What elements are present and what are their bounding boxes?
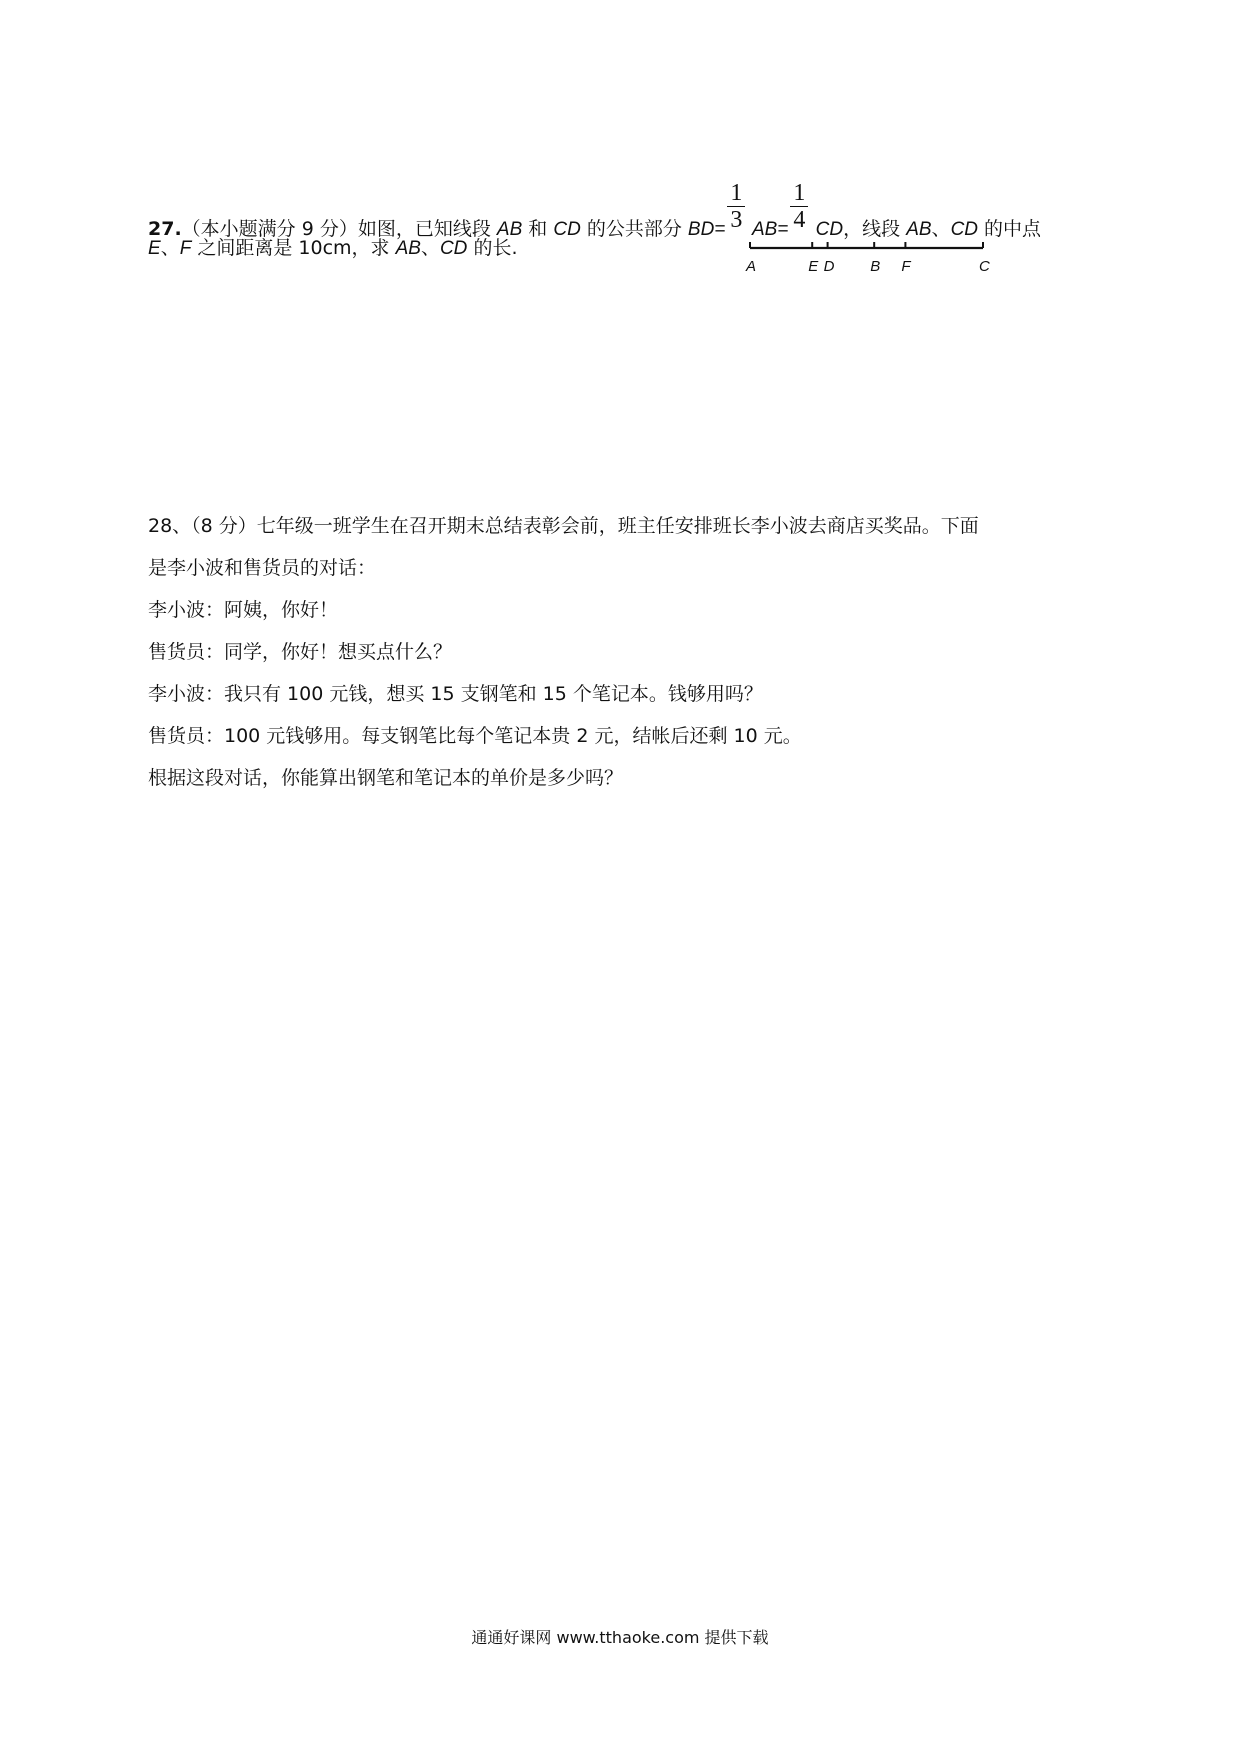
dialogue-line: 李小波：我只有 100 元钱，想买 15 支钢笔和 15 个笔记本。钱够用吗？ bbox=[148, 683, 763, 705]
segment-label: AB bbox=[395, 238, 421, 259]
segment-diagram bbox=[735, 236, 1005, 281]
question-28-line: 28、（8 分）七年级一班学生在召开期末总结表彰会前，班主任安排班长李小波去商店买奖品。下面 bbox=[148, 515, 979, 537]
fraction-numerator: 1 bbox=[790, 180, 808, 207]
segment-label: CD bbox=[950, 219, 979, 240]
footer-source: 通通好课网 www.tthaoke.com 提供下载 bbox=[471, 1628, 769, 1647]
question-28-line: 是李小波和售货员的对话： bbox=[148, 557, 377, 579]
fraction-denominator: 3 bbox=[730, 207, 743, 233]
question-text: 的公共部分 bbox=[580, 218, 688, 240]
dialogue-line: 售货员：同学，你好！想买点什么？ bbox=[148, 641, 453, 663]
point-label-b: B bbox=[870, 258, 881, 275]
question-text: （本小题满分 9 分）如图，已知线段 bbox=[181, 218, 497, 240]
question-text: 的中点 bbox=[978, 218, 1042, 240]
question-28-prompt: 根据这段对话，你能算出钢笔和笔记本的单价是多少吗？ bbox=[148, 767, 624, 789]
question-27-line-2 bbox=[148, 234, 518, 263]
point-label-f: F bbox=[901, 258, 911, 275]
question-text: 的长. bbox=[467, 237, 518, 259]
segment-label: CD bbox=[439, 238, 468, 259]
question-text: 和 bbox=[522, 218, 554, 240]
fraction-one-quarter bbox=[790, 180, 808, 233]
question-28 bbox=[148, 505, 1108, 799]
fraction-numerator: 1 bbox=[727, 180, 745, 207]
point-label-e: E bbox=[808, 258, 819, 275]
segment-label: AB= bbox=[747, 219, 789, 240]
point-label: E bbox=[148, 238, 161, 259]
segment-label: CD bbox=[553, 219, 581, 240]
fraction-denominator: 4 bbox=[793, 207, 806, 233]
separator: 、 bbox=[160, 237, 180, 259]
dialogue-line: 李小波：阿姨，你好！ bbox=[148, 599, 339, 621]
point-label-c: C bbox=[979, 258, 990, 275]
line-segment-figure bbox=[735, 236, 1005, 281]
point-label: F bbox=[179, 238, 192, 259]
segment-label: BD= bbox=[687, 219, 726, 240]
dialogue-line: 售货员：100 元钱够用。每支钢笔比每个笔记本贵 2 元，结帐后还剩 10 元。 bbox=[148, 725, 802, 747]
segment-label: AB bbox=[496, 219, 523, 240]
point-label-a: A bbox=[746, 258, 757, 275]
segment-label: AB bbox=[906, 219, 932, 240]
fraction-one-third bbox=[727, 180, 745, 233]
point-label-d: D bbox=[823, 258, 835, 275]
segment-label: CD bbox=[810, 219, 844, 240]
separator: 、 bbox=[931, 218, 951, 240]
question-text: ，线段 bbox=[843, 218, 907, 240]
question-number: 27. bbox=[148, 218, 182, 240]
separator: 、 bbox=[420, 237, 440, 259]
question-text: 之间距离是 10cm，求 bbox=[191, 237, 396, 259]
